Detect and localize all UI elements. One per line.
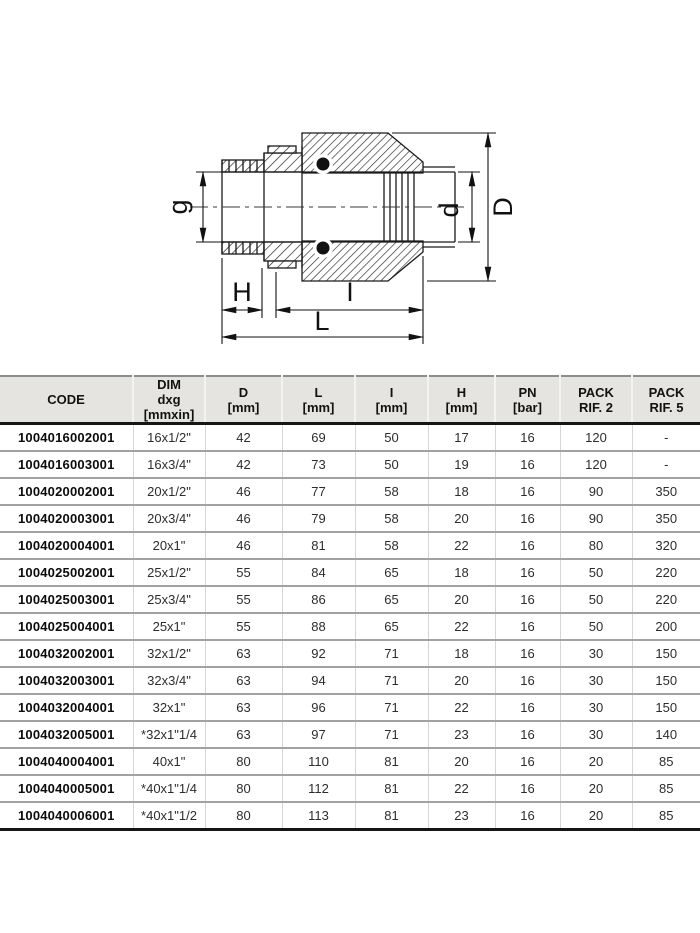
value-cell: 80	[205, 775, 282, 802]
table-row	[0, 775, 700, 802]
value-cell: 16	[495, 748, 560, 775]
header-line: RIF. 2	[579, 399, 613, 415]
header-line: [mm]	[375, 399, 408, 415]
dim-label-H: H	[232, 277, 252, 307]
column-header-dim	[133, 376, 205, 424]
column-header-D	[205, 376, 282, 424]
header-line: H	[456, 384, 467, 400]
value-cell: 200	[632, 613, 700, 640]
value-cell: 50	[560, 559, 632, 586]
code-cell: 1004020003001	[0, 505, 133, 532]
column-header-I	[355, 376, 428, 424]
dim-label-L: L	[314, 306, 330, 336]
value-cell: 16	[495, 667, 560, 694]
table-row	[0, 748, 700, 775]
value-cell: *40x1"1/4	[133, 775, 205, 802]
dimensions-table	[0, 375, 700, 831]
table-row	[0, 721, 700, 748]
value-cell: 20	[560, 775, 632, 802]
value-cell: 81	[355, 748, 428, 775]
value-cell: 22	[428, 532, 495, 559]
value-cell: 40x1"	[133, 748, 205, 775]
value-cell: 81	[282, 532, 355, 559]
value-cell: 85	[632, 802, 700, 830]
value-cell: 112	[282, 775, 355, 802]
value-cell: 16	[495, 721, 560, 748]
code-cell: 1004016003001	[0, 451, 133, 478]
value-cell: 30	[560, 721, 632, 748]
header-line: RIF. 5	[649, 399, 684, 415]
value-cell: 22	[428, 613, 495, 640]
value-cell: 150	[632, 694, 700, 721]
header-row	[0, 376, 700, 424]
value-cell: 88	[282, 613, 355, 640]
value-cell: 110	[282, 748, 355, 775]
code-cell: 1004032002001	[0, 640, 133, 667]
value-cell: 20x3/4"	[133, 505, 205, 532]
code-cell: 1004040005001	[0, 775, 133, 802]
value-cell: 46	[205, 505, 282, 532]
value-cell: 80	[205, 802, 282, 830]
value-cell: -	[632, 424, 700, 452]
code-cell: 1004020002001	[0, 478, 133, 505]
value-cell: 120	[560, 424, 632, 452]
value-cell: 81	[355, 775, 428, 802]
value-cell: 55	[205, 586, 282, 613]
code-cell: 1004025002001	[0, 559, 133, 586]
column-header-pack5	[632, 376, 700, 424]
value-cell: 50	[560, 586, 632, 613]
value-cell: 81	[355, 802, 428, 830]
value-cell: 16	[495, 640, 560, 667]
value-cell: 23	[428, 802, 495, 830]
value-cell: 94	[282, 667, 355, 694]
value-cell: 85	[632, 748, 700, 775]
value-cell: 65	[355, 559, 428, 586]
dim-label-D: D	[488, 197, 518, 217]
code-cell: 1004040006001	[0, 802, 133, 830]
value-cell: 140	[632, 721, 700, 748]
value-cell: 20	[560, 802, 632, 830]
value-cell: 71	[355, 694, 428, 721]
value-cell: 63	[205, 694, 282, 721]
header-line: D	[238, 384, 249, 400]
value-cell: 71	[355, 667, 428, 694]
value-cell: 50	[355, 451, 428, 478]
header-line: PACK	[648, 384, 685, 400]
value-cell: 30	[560, 667, 632, 694]
header-line: PACK	[578, 384, 614, 400]
value-cell: 25x1"	[133, 613, 205, 640]
column-header-pack2	[560, 376, 632, 424]
value-cell: 18	[428, 478, 495, 505]
value-cell: 84	[282, 559, 355, 586]
value-cell: 22	[428, 694, 495, 721]
column-header-L	[282, 376, 355, 424]
value-cell: 20x1"	[133, 532, 205, 559]
table-row	[0, 586, 700, 613]
value-cell: 20	[560, 748, 632, 775]
value-cell: 16	[495, 775, 560, 802]
dim-label-I: I	[346, 277, 354, 307]
value-cell: 73	[282, 451, 355, 478]
value-cell: 32x3/4"	[133, 667, 205, 694]
table-body	[0, 424, 700, 830]
value-cell: 42	[205, 451, 282, 478]
value-cell: 20	[428, 667, 495, 694]
header-line: L	[314, 384, 323, 400]
code-cell: 1004025004001	[0, 613, 133, 640]
value-cell: 16	[495, 559, 560, 586]
value-cell: 16	[495, 694, 560, 721]
table-row	[0, 478, 700, 505]
value-cell: 90	[560, 505, 632, 532]
header-line: DIM	[157, 377, 181, 392]
column-header-H	[428, 376, 495, 424]
value-cell: 58	[355, 478, 428, 505]
value-cell: 63	[205, 721, 282, 748]
value-cell: 80	[205, 748, 282, 775]
value-cell: -	[632, 451, 700, 478]
value-cell: 69	[282, 424, 355, 452]
header-line: dxg [mmxin]	[143, 392, 195, 422]
header-line: [mm]	[445, 399, 478, 415]
value-cell: 96	[282, 694, 355, 721]
value-cell: 16	[495, 424, 560, 452]
value-cell: 18	[428, 559, 495, 586]
value-cell: 16x1/2"	[133, 424, 205, 452]
table-row	[0, 451, 700, 478]
value-cell: 23	[428, 721, 495, 748]
value-cell: 16x3/4"	[133, 451, 205, 478]
value-cell: 32x1/2"	[133, 640, 205, 667]
table-row	[0, 424, 700, 452]
value-cell: 46	[205, 532, 282, 559]
code-cell: 1004025003001	[0, 586, 133, 613]
value-cell: 50	[355, 424, 428, 452]
value-cell: 16	[495, 532, 560, 559]
value-cell: 63	[205, 640, 282, 667]
table-row	[0, 802, 700, 830]
code-cell: 1004016002001	[17, 430, 115, 445]
value-cell: 150	[632, 640, 700, 667]
code-cell: 1004040004001	[0, 748, 133, 775]
table-row	[0, 640, 700, 667]
value-cell: 79	[282, 505, 355, 532]
value-cell: 77	[282, 478, 355, 505]
value-cell: 55	[205, 613, 282, 640]
header-line: PN	[518, 384, 537, 400]
value-cell: 16	[495, 505, 560, 532]
value-cell: 220	[632, 559, 700, 586]
value-cell: 71	[355, 721, 428, 748]
code-cell: 1004032003001	[0, 667, 133, 694]
value-cell: 58	[355, 532, 428, 559]
dim-label-g: g	[163, 199, 193, 215]
value-cell: 16	[495, 586, 560, 613]
value-cell: 25x3/4"	[133, 586, 205, 613]
value-cell: 19	[428, 451, 495, 478]
value-cell: 90	[560, 478, 632, 505]
value-cell: 65	[355, 613, 428, 640]
value-cell: 92	[282, 640, 355, 667]
value-cell: 86	[282, 586, 355, 613]
header-line: [mm]	[227, 399, 260, 415]
value-cell: 32x1"	[133, 694, 205, 721]
value-cell: 20	[428, 748, 495, 775]
value-cell: 20x1/2"	[133, 478, 205, 505]
value-cell: 46	[205, 478, 282, 505]
value-cell: 17	[428, 424, 495, 452]
value-cell: 350	[632, 478, 700, 505]
value-cell: 220	[632, 586, 700, 613]
value-cell: 16	[495, 802, 560, 830]
table-row	[0, 559, 700, 586]
fitting-cross-section-drawing	[0, 0, 700, 375]
code-cell: 1004020004001	[0, 532, 133, 559]
value-cell: 71	[355, 640, 428, 667]
value-cell: 55	[205, 559, 282, 586]
value-cell: 85	[632, 775, 700, 802]
code-cell: 1004032004001	[0, 694, 133, 721]
value-cell: 150	[632, 667, 700, 694]
table-row	[0, 505, 700, 532]
table-row	[0, 532, 700, 559]
value-cell: 30	[560, 640, 632, 667]
header-line: [bar]	[513, 399, 542, 415]
table-row	[0, 667, 700, 694]
value-cell: 30	[560, 694, 632, 721]
value-cell: 320	[632, 532, 700, 559]
value-cell: 20	[428, 505, 495, 532]
column-header-PN	[495, 376, 560, 424]
table-row	[0, 694, 700, 721]
o-ring-seals	[313, 154, 333, 258]
value-cell: 58	[355, 505, 428, 532]
dim-label-d: d	[434, 202, 464, 218]
value-cell: 350	[632, 505, 700, 532]
table-header	[0, 376, 700, 424]
code-cell: 1004032005001	[0, 721, 133, 748]
table-row	[0, 613, 700, 640]
value-cell: 80	[560, 532, 632, 559]
column-header-code	[0, 376, 133, 424]
value-cell: 50	[560, 613, 632, 640]
value-cell: 22	[428, 775, 495, 802]
value-cell: 20	[428, 586, 495, 613]
value-cell: 42	[205, 424, 282, 452]
value-cell: 113	[282, 802, 355, 830]
header-line: [mm]	[302, 399, 335, 415]
value-cell: 25x1/2"	[133, 559, 205, 586]
value-cell: 63	[205, 667, 282, 694]
value-cell: 16	[495, 478, 560, 505]
header-line: I	[389, 384, 394, 400]
value-cell: 16	[495, 613, 560, 640]
value-cell: 16	[495, 451, 560, 478]
value-cell: 65	[355, 586, 428, 613]
value-cell: 97	[282, 721, 355, 748]
value-cell: *32x1"1/4	[133, 721, 205, 748]
header-line: CODE	[47, 392, 85, 407]
value-cell: *40x1"1/2	[133, 802, 205, 830]
value-cell: 18	[428, 640, 495, 667]
value-cell: 120	[560, 451, 632, 478]
